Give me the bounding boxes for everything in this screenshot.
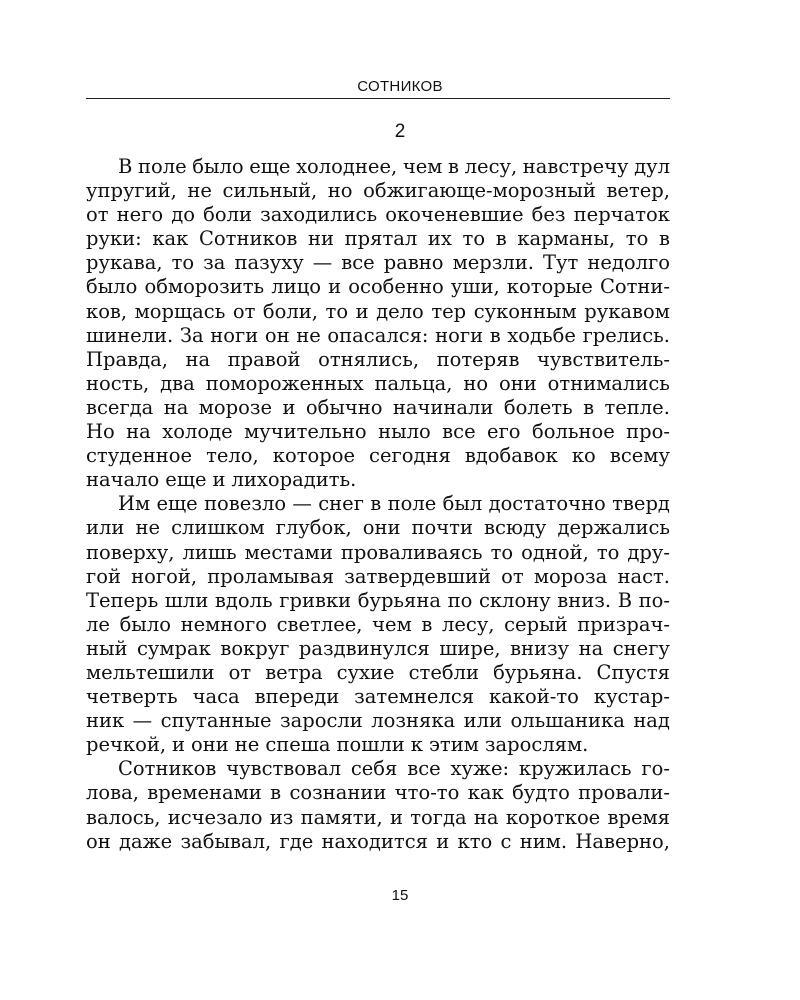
body-text (86, 155, 670, 854)
text-line: В поле было еще холоднее, чем в лесу, навстречу дул (118, 155, 670, 178)
text-line: Правда, на правой отнялись, потеряв чувствитель- (86, 347, 670, 371)
text-line: Им еще повезло — снег в поле был достаточно тверд (118, 492, 670, 516)
text-line: он даже забывал, где находится и кто с ним. Наверно, (86, 829, 670, 853)
text-line: всегда на морозе и обычно начинали болеть в тепле. (86, 395, 670, 419)
text-line: ков, морщась от боли, то и дело тер суконным рукавом (86, 299, 670, 323)
text-line: упругий, не сильный, но обжигающе-морозный ветер, (86, 179, 670, 203)
header-rule (86, 98, 670, 99)
text-line: ность, два поморожeнных пальца, но они отнимались (86, 371, 670, 395)
text-line: ник — спутанные заросли лозняка или ольшаника над (86, 709, 670, 733)
page-number: 15 (391, 887, 409, 904)
text-line: или не слишком глубок, они почти всюду держались (86, 516, 670, 540)
text-line: Но на холоде мучительно ныло все его больное про- (86, 420, 670, 444)
text-line: было обморозить лицо и особенно уши, которые Сотни- (86, 275, 670, 299)
text-line: студенное тело, которое сегодня вдобавок ко всему (86, 444, 670, 468)
text-line: шинели. За ноги он не опасался: ноги в ходьбе грелись. (86, 323, 670, 347)
text-line: ле было немного светлее, чем в лесу, серый призрач- (86, 612, 670, 636)
running-head: СОТНИКОВ (357, 78, 443, 95)
text-line: гой ногой, проламывая затвердевший от мороза наст. (86, 564, 670, 588)
text-line: Сотников чувствовал себя все хуже: кружилась го- (118, 757, 670, 781)
text-line: начало еще и лихорадить. (86, 468, 357, 492)
text-line: валось, исчезало из памяти, и тогда на короткое время (86, 805, 670, 829)
text-line: мельтешили от ветра сухие стебли бурьяна. Спустя (86, 660, 670, 684)
text-line: речкой, и они не спеша пошли к этим зарослям. (86, 733, 589, 757)
text-line: лова, временами в сознании что-то как будто провали- (86, 781, 670, 805)
text-line: руки: как Сотников ни прятал их то в карманы, то в (86, 227, 670, 251)
text-line: ный сумрак вокруг раздвинулся шире, внизу на снегу (86, 636, 670, 660)
text-line: поверху, лишь местами проваливаясь то одной, то дру- (86, 540, 670, 564)
text-line: четверть часа впереди затемнелся какой-то кустар- (86, 685, 670, 709)
text-line: рукава, то за пазуху — все равно мерзли. Тут недолго (86, 251, 670, 275)
text-line: от него до боли заходились окоченевшие без перчаток (86, 203, 670, 227)
chapter-number: 2 (394, 121, 406, 142)
text-line: Теперь шли вдоль гривки бурьяна по склону вниз. В по- (86, 588, 670, 612)
